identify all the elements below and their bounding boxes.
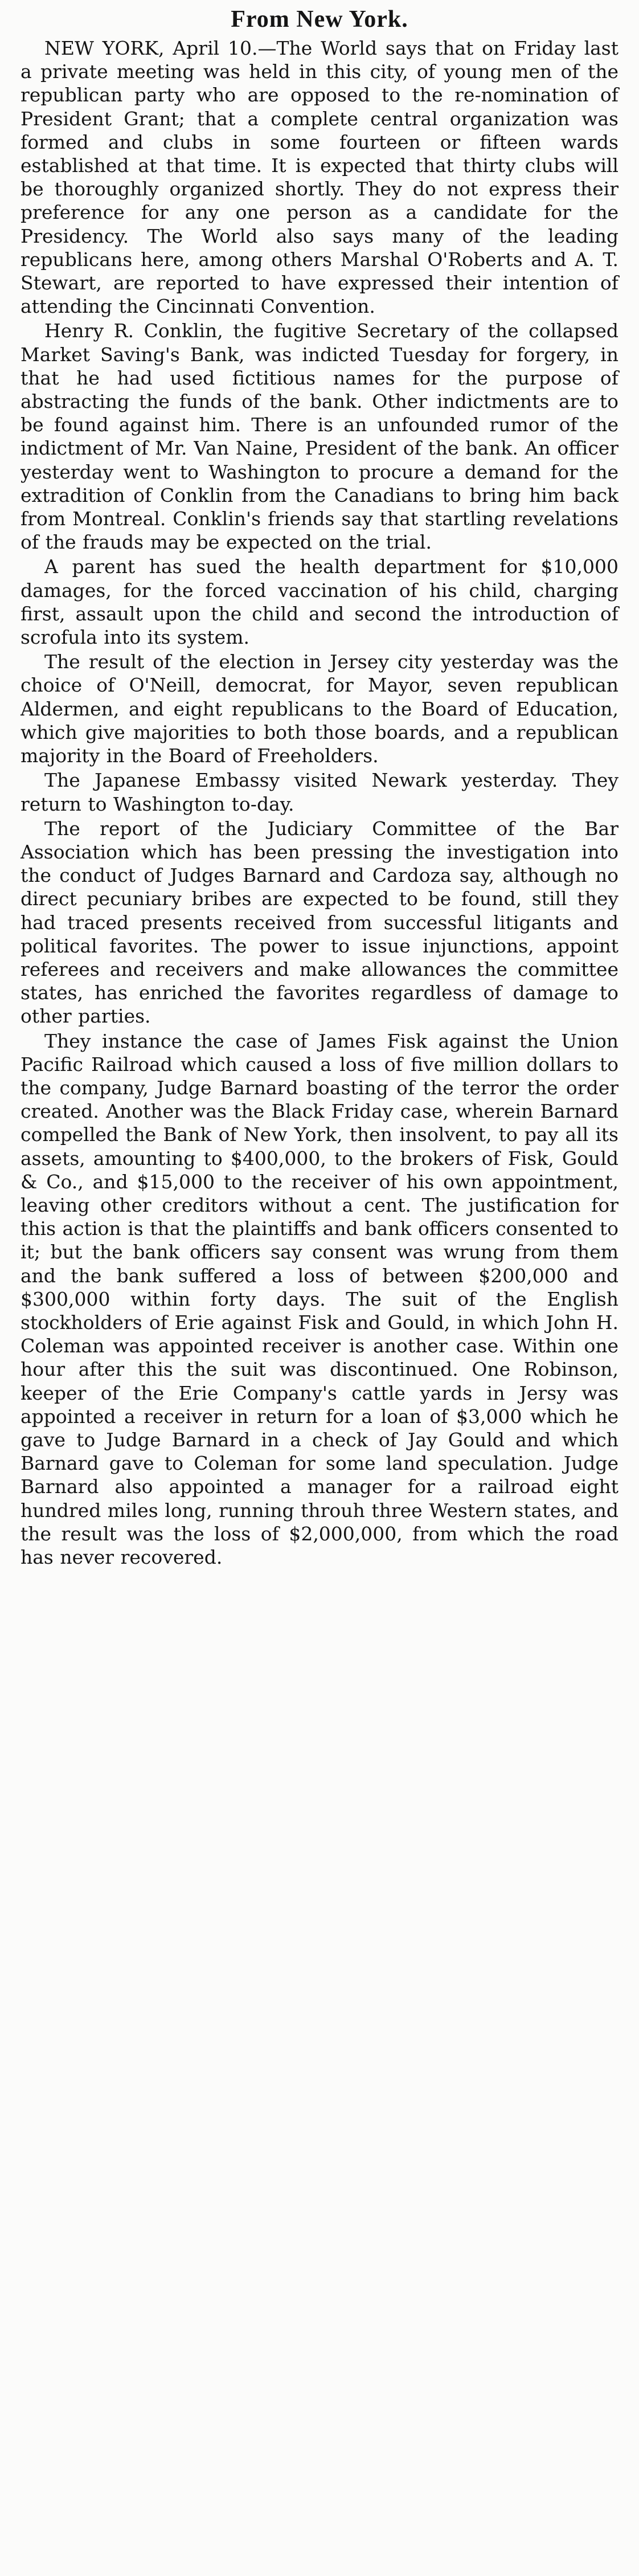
article-paragraph-vaccination: A parent has sued the health department for $10,000 damages, for the forced vaccination of his child, charging first, assault upon the child and second the introduction of scrofula into its system. xyxy=(21,555,618,649)
article-paragraph-bar-association: The report of the Judiciary Committee of the Bar Association which has been pressing the investigation into the conduct of Judges Barnard and Cardoza say, although no direct pecuniary bribes are expected to be found, still they had traced presents received from successful litigants and political favorites. The power to issue injunctions, appoint referees and receivers and make allowances the committee states, has enriched the favorites regardless of damage to other parties. xyxy=(21,817,618,1028)
article-paragraph-jersey-election: The result of the election in Jersey city yesterday was the choice of O'Neill, democrat, for Mayor, seven republican Aldermen, and eight republicans to the Board of Education, which give majorities to both those boards, and a republican majority in the Board of Freeholders. xyxy=(21,651,618,767)
article-paragraph-japanese-embassy: The Japanese Embassy visited Newark yesterday. They return to Washington to-day. xyxy=(21,769,618,815)
article-column xyxy=(21,6,618,1569)
article-paragraph-conklin: Henry R. Conklin, the fugitive Secretary of the collapsed Market Saving's Bank, was indicted Tuesday for forgery, in that he had used fictitious names for the purpose of abstracting the funds of the bank. Other indictments are to be found against him. There is an unfounded rumor of the indictment of Mr. Van Naine, President of the bank. An officer yesterday went to Washington to procure a demand for the extradition of Conklin from the Canadians to bring him back from Montreal. Conklin's friends say that startling revelations of the frauds may be expected on the trial. xyxy=(21,320,618,554)
article-paragraph-election-clubs: NEW YORK, April 10.—The World says that on Friday last a private meeting was held in this city, of young men of the republican party who are opposed to the re-nomination of President Grant; that a complete central organization was formed and clubs in some fourteen or fifteen wards established at that time. It is expected that thirty clubs will be thoroughly organized shortly. They do not express their preference for any one person as a candidate for the Presidency. The World also says many of the leading republicans here, among others Marshal O'Roberts and A. T. Stewart, are reported to have expressed their intention of attending the Cincinnati Convention. xyxy=(21,37,618,318)
article-paragraph-barnard-cases: They instance the case of James Fisk against the Union Pacific Railroad which caused a loss of five million dollars to the company, Judge Barnard boasting of the terror the order created. Another was the Black Friday case, wherein Barnard compelled the Bank of New York, then insolvent, to pay all its assets, amounting to $400,000, to the brokers of Fisk, Gould & Co., and $15,000 to the receiver of his own appointment, leaving other creditors without a cent. The justification for this action is that the plaintiffs and bank officers consented to it; but the bank officers say consent was wrung from them and the bank suffered a loss of between $200,000 and $300,000 within forty days. The suit of the English stockholders of Erie against Fisk and Gould, in which John H. Coleman was appointed receiver is another case. Within one hour after this the suit was discontinued. One Robinson, keeper of the Erie Company's cattle yards in Jersy was appointed a receiver in return for a loan of $3,000 which he gave to Judge Barnard in a check of Jay Gould and which Barnard gave to Coleman for some land speculation. Judge Barnard also appointed a manager for a railroad eight hundred miles long, running throuh three Western states, and the result was the loss of $2,000,000, from which the road has never recovered. xyxy=(21,1029,618,1568)
article-headline: From New York. xyxy=(231,6,408,32)
